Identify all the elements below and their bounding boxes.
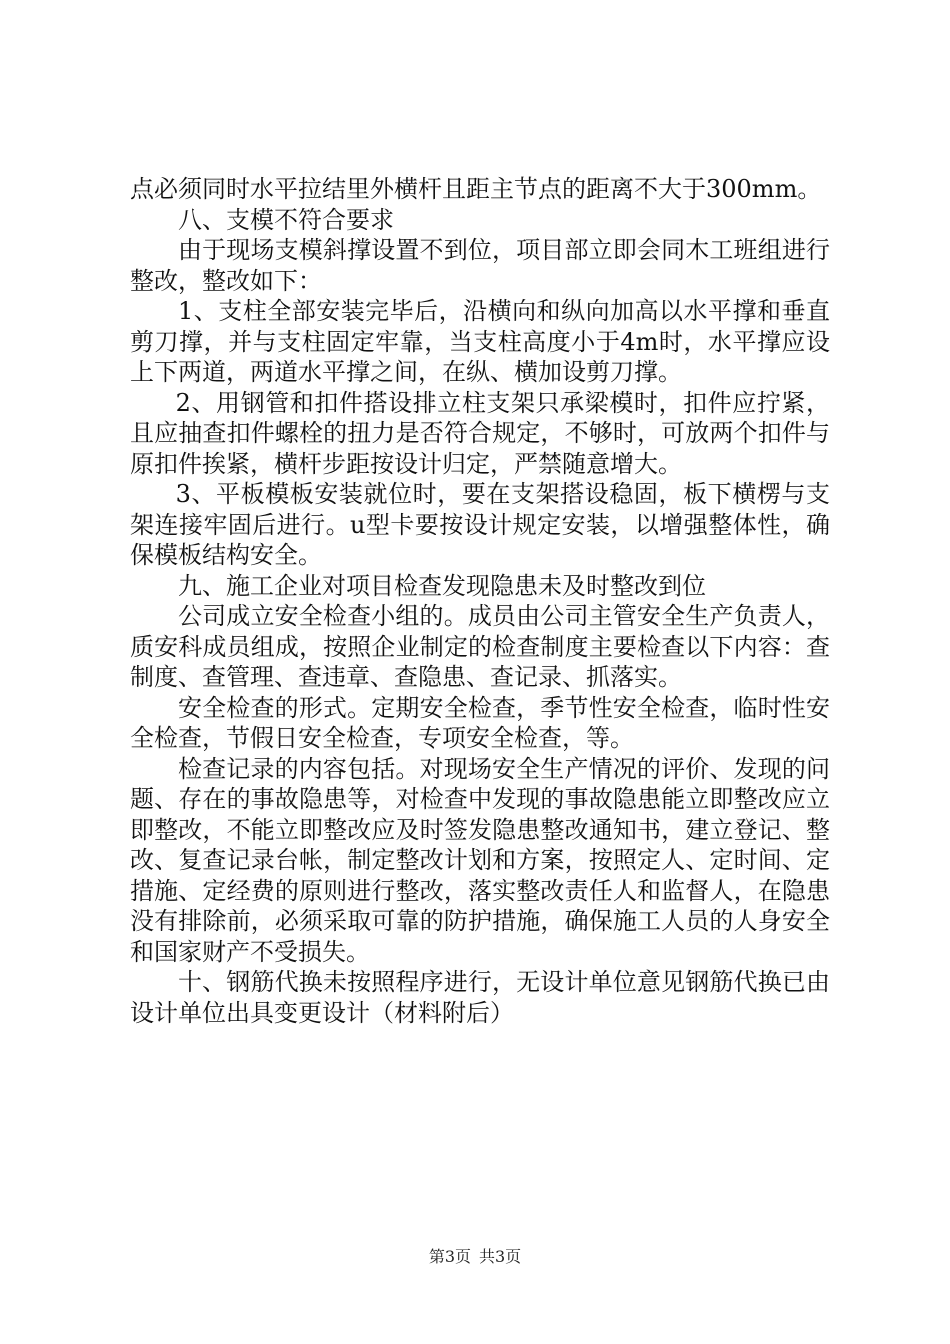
page-footer xyxy=(0,1244,950,1267)
document-body xyxy=(130,174,830,1028)
paragraph-item-2: 2、用钢管和扣件搭设排立柱支架只承梁模时，扣件应拧紧，且应抽查扣件螺栓的扭力是否符合规定，不够时，可放两个扣件与原扣件挨紧，横杆步距按设计归定，严禁随意增大。 xyxy=(130,388,830,478)
paragraph-item-3: 3、平板模板安装就位时，要在支架搭设稳固，板下横楞与支架连接牢固后进行。u型卡要按设计规定安装，以增强整体性，确保模板结构安全。 xyxy=(130,480,830,569)
section-heading-8: 八、支模不符合要求 xyxy=(178,205,394,234)
section-heading-9: 九、施工企业对项目检查发现隐患未及时整改到位 xyxy=(178,571,706,600)
paragraph-item-1: 1、支柱全部安装完毕后，沿横向和纵向加高以水平撑和垂直剪刀撑，并与支柱固定牢靠，当支柱高度小于4m时，水平撑应设上下两道，两道水平撑之间，在纵、横加设剪刀撑。 xyxy=(130,297,830,386)
paragraph-continuation: 点必须同时水平拉结里外横杆且距主节点的距离不大于300mm。 xyxy=(130,175,822,203)
paragraph-inspection-team: 公司成立安全检查小组的。成员由公司主管安全生产负责人，质安科成员组成，按照企业制定的检查制度主要检查以下内容：查制度、查管理、查违章、查隐患、查记录、抓落实。 xyxy=(130,602,830,691)
section-heading-10: 十、钢筋代换未按照程序进行，无设计单位意见钢筋代换已由设计单位出具变更设计（材料附后） xyxy=(130,968,830,1027)
page-total: 共3页 xyxy=(479,1247,522,1266)
paragraph-inspection-forms: 安全检查的形式。定期安全检查，季节性安全检查，临时性安全检查，节假日安全检查，专项安全检查，等。 xyxy=(130,693,830,752)
page-number: 第3页 xyxy=(428,1247,471,1266)
paragraph-rectification-intro: 由于现场支模斜撑设置不到位，项目部立即会同木工班组进行整改，整改如下： xyxy=(130,236,830,295)
paragraph-inspection-records: 检查记录的内容包括。对现场安全生产情况的评价、发现的问题、存在的事故隐患等，对检查中发现的事故隐患能立即整改应立即整改，不能立即整改应及时签发隐患整改通知书，建立登记、整改、复查记录台帐，制定整改计划和方案，按照定人、定时间、定措施、定经费的原则进行整改，落实整改责任人和监督人，在隐患没有排除前，必须采取可靠的防护措施，确保施工人员的人身安全和国家财产不受损失。 xyxy=(130,754,830,966)
